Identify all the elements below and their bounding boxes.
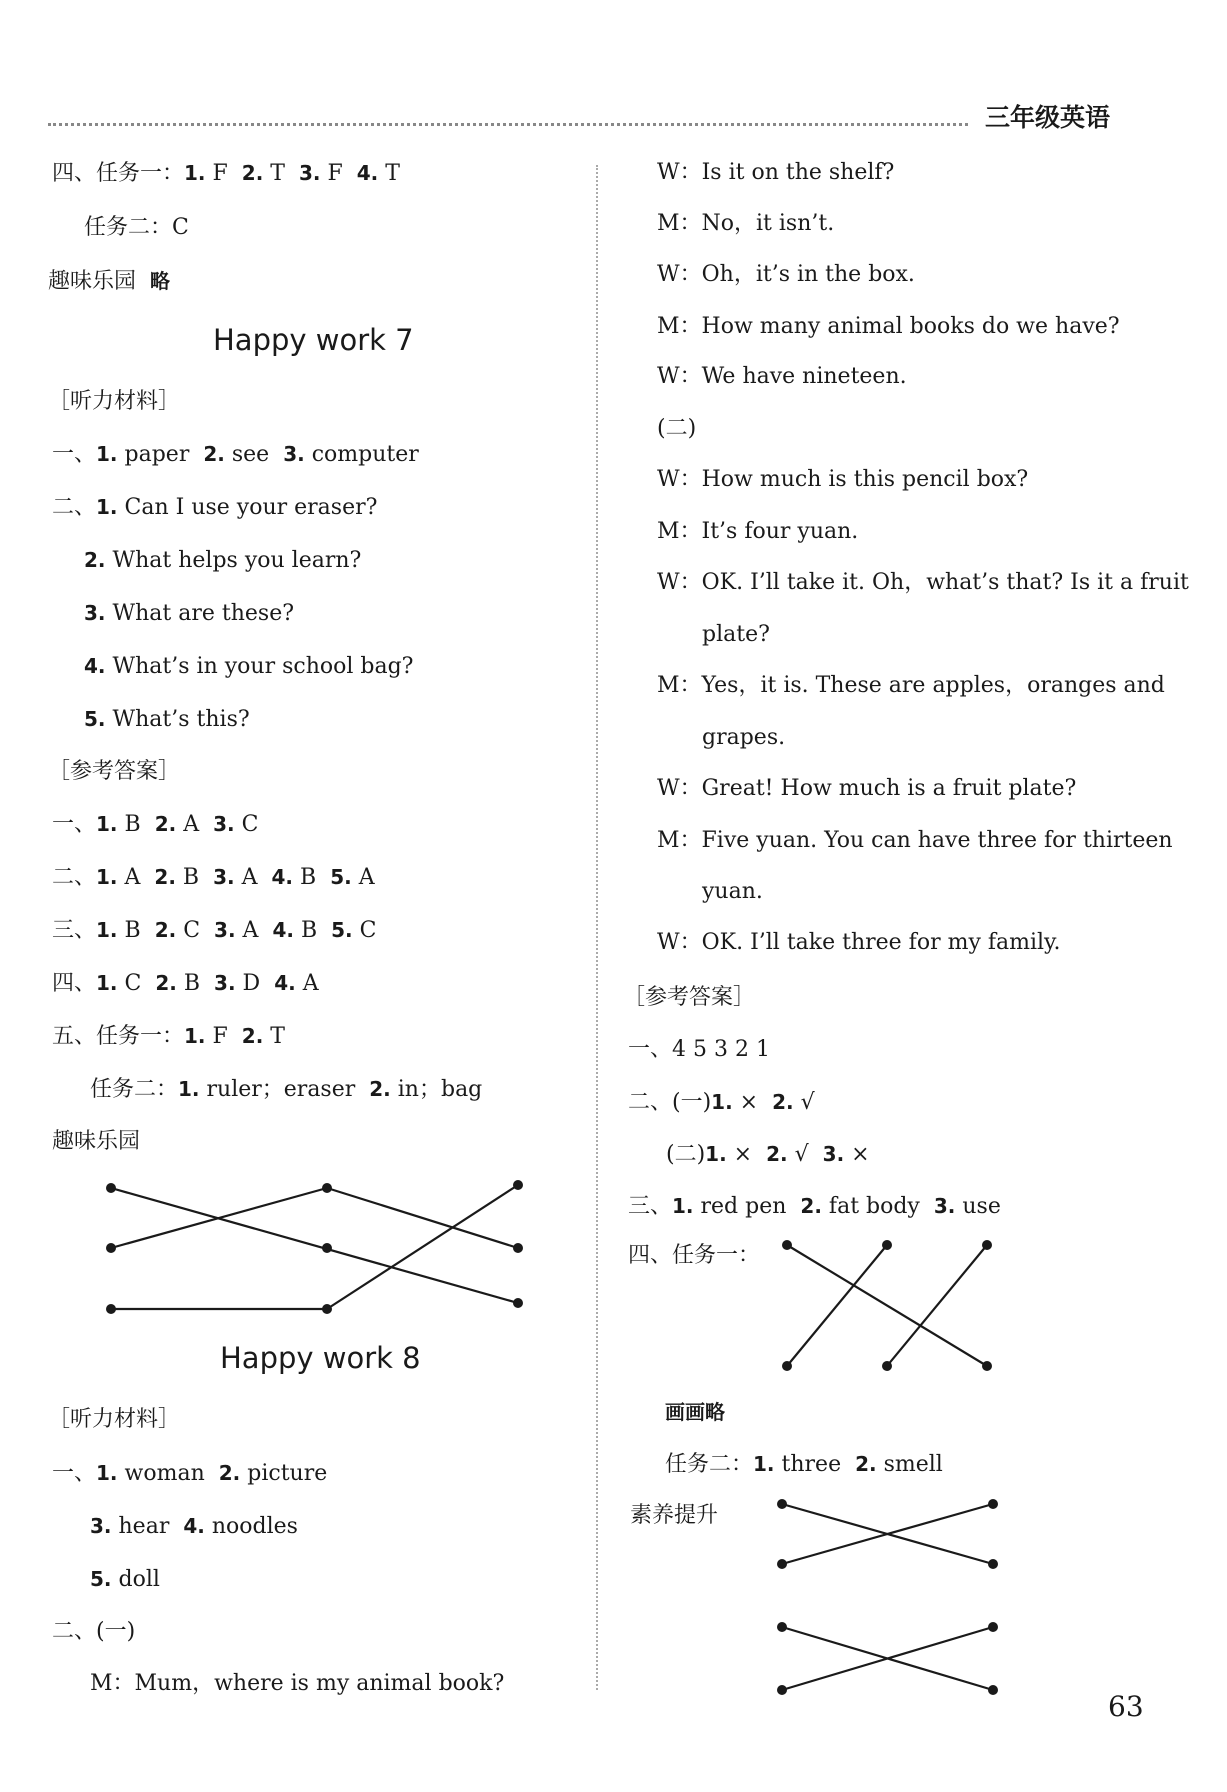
item-value: B bbox=[293, 865, 317, 890]
item-number: 3. bbox=[213, 812, 235, 836]
quality-label: 素养提升 bbox=[630, 1503, 719, 1528]
item-value: hear bbox=[111, 1514, 170, 1539]
item-value: C bbox=[117, 971, 142, 996]
dialog2-line: plate? bbox=[702, 622, 770, 647]
item-number: 1. bbox=[96, 971, 118, 995]
item-value: B bbox=[117, 812, 141, 837]
dialog2-line: W：Great! How much is a fruit plate? bbox=[657, 776, 1077, 801]
item-number: 4. bbox=[272, 918, 294, 942]
answers-label-right: ［参考答案］ bbox=[623, 985, 756, 1010]
dialog1-line: W：Oh，it’s in the box. bbox=[657, 262, 915, 287]
dialog2-line: W：OK. I’ll take it. Oh，what’s that? Is it a fruit bbox=[657, 570, 1189, 595]
item-value: noodles bbox=[204, 1514, 298, 1539]
item-number: 3. bbox=[283, 442, 305, 466]
item-value: A bbox=[117, 865, 141, 890]
part2-label: (二) bbox=[657, 416, 697, 441]
item-value: red pen bbox=[693, 1194, 787, 1219]
item-number: 3. bbox=[298, 161, 321, 185]
item-number: 2. bbox=[369, 1077, 391, 1101]
match-dot bbox=[777, 1499, 787, 1509]
left-fun2-label: 趣味乐园 bbox=[52, 1129, 141, 1154]
item-value: T bbox=[263, 161, 285, 186]
item-number: 3. bbox=[214, 918, 236, 942]
match-dot bbox=[988, 1622, 998, 1632]
section-title-hw7: Happy work 7 bbox=[213, 323, 414, 357]
match-dot bbox=[988, 1685, 998, 1695]
match-dot bbox=[777, 1622, 787, 1632]
item-value: F bbox=[205, 161, 228, 186]
dialog2-line: grapes. bbox=[702, 725, 786, 750]
page-number: 63 bbox=[1108, 1690, 1144, 1723]
item-number: 2. bbox=[155, 971, 177, 995]
dialog2-line: M：It’s four yuan. bbox=[657, 519, 859, 544]
item-value: √ bbox=[787, 1142, 809, 1167]
item-number: 2. bbox=[800, 1194, 822, 1218]
item-value: paper bbox=[117, 442, 190, 467]
left-fun-line: 趣味乐园 略 bbox=[48, 269, 171, 294]
item-value: smell bbox=[876, 1452, 943, 1477]
item-value: B bbox=[117, 918, 141, 943]
left-task4-line: 四、任务一：1. F 2. T 3. F 4. T bbox=[52, 161, 400, 186]
item-number: 1. bbox=[705, 1142, 727, 1166]
item-value: A bbox=[234, 865, 258, 890]
item-number: 2. bbox=[766, 1142, 788, 1166]
dialog1-line: W：Is it on the shelf? bbox=[657, 160, 895, 185]
item-number: 5. bbox=[331, 918, 353, 942]
dialog1-line: W：We have nineteen. bbox=[657, 364, 907, 389]
item-number: 1. bbox=[711, 1090, 733, 1114]
item-value: B bbox=[175, 865, 200, 890]
item-number: 4. bbox=[274, 971, 296, 995]
match-dot bbox=[988, 1499, 998, 1509]
right-r4-label: 四、任务一： bbox=[628, 1243, 761, 1268]
item-number: 2. bbox=[241, 161, 264, 185]
listen-label: ［听力材料］ bbox=[48, 389, 181, 414]
item-value: D bbox=[235, 971, 261, 996]
left-a4-line: 四、1. C 2. B 3. D 4. A bbox=[52, 971, 319, 996]
match-dot bbox=[988, 1559, 998, 1569]
item-number: 1. bbox=[178, 1077, 200, 1101]
item-value: doll bbox=[111, 1567, 160, 1592]
item-number: 1. bbox=[96, 865, 118, 889]
right-r2-line: 二、(一)1. × 2. √ bbox=[628, 1090, 815, 1115]
dialog2-line: W：OK. I’ll take three for my family. bbox=[657, 930, 1061, 955]
right-r1-line: 一、4 5 3 2 1 bbox=[628, 1037, 770, 1062]
item-number: 1. bbox=[184, 161, 206, 185]
item-number: 3. bbox=[933, 1194, 956, 1218]
item-number: 4. bbox=[356, 161, 379, 185]
item-number: 2. bbox=[154, 918, 177, 942]
item-value: ruler；eraser bbox=[199, 1077, 356, 1102]
match-dot bbox=[777, 1559, 787, 1569]
item-number: 1. bbox=[96, 918, 118, 942]
item-value: × bbox=[726, 1142, 753, 1167]
answers-label: ［参考答案］ bbox=[48, 759, 181, 784]
item-value: B bbox=[293, 918, 318, 943]
match-dot bbox=[777, 1685, 787, 1695]
draw-label: 画画略 bbox=[665, 1400, 725, 1424]
left-task4b-line: 任务二：C bbox=[84, 215, 189, 240]
item-value: T bbox=[378, 161, 400, 186]
left-a5b-line: 任务二：1. ruler；eraser 2. in；bag bbox=[90, 1077, 483, 1102]
item-value: × bbox=[732, 1090, 759, 1115]
item-number: 3. bbox=[213, 865, 235, 889]
left-b2-line: M：Mum，where is my animal book? bbox=[90, 1671, 505, 1696]
left-a3-line: 三、1. B 2. C 3. A 4. B 5. C bbox=[52, 918, 377, 943]
left-a1-line: 一、1. B 2. A 3. C bbox=[52, 812, 259, 837]
item-value: see bbox=[224, 442, 270, 467]
item-value: A bbox=[295, 971, 319, 996]
item-value: fat body bbox=[821, 1194, 920, 1219]
item-value: use bbox=[955, 1194, 1001, 1219]
item-number: 4. bbox=[271, 865, 294, 889]
item-number: 3. bbox=[90, 1514, 112, 1538]
item-number: 2. bbox=[241, 1024, 264, 1048]
item-value: A bbox=[351, 865, 375, 890]
header-title: 三年级英语 bbox=[985, 103, 1111, 132]
section-title-hw8: Happy work 8 bbox=[220, 1341, 421, 1375]
right-r3-line: 三、1. red pen 2. fat body 3. use bbox=[628, 1194, 1001, 1219]
item-value: F bbox=[320, 161, 343, 186]
item-value: A bbox=[235, 918, 259, 943]
left-s2-line-1: 二、1. Can I use your eraser? bbox=[52, 495, 378, 520]
item-value: woman bbox=[117, 1461, 205, 1486]
item-value: three bbox=[774, 1452, 842, 1477]
item-value: C bbox=[234, 812, 259, 837]
item-number: 3. bbox=[822, 1142, 845, 1166]
item-value: computer bbox=[304, 442, 419, 467]
item-number: 1. bbox=[96, 442, 118, 466]
item-number: 1. bbox=[753, 1452, 775, 1476]
left-s2-line-4: 4. What’s in your school bag? bbox=[84, 654, 414, 679]
listen2-label: ［听力材料］ bbox=[48, 1407, 181, 1432]
item-number: 2. bbox=[855, 1452, 877, 1476]
item-number: 2. bbox=[154, 865, 176, 889]
item-number: 2. bbox=[772, 1090, 794, 1114]
left-b2-label: 二、(一) bbox=[52, 1619, 136, 1644]
item-number: 1. bbox=[96, 812, 118, 836]
right-r5-line: 任务二：1. three 2. smell bbox=[665, 1452, 943, 1477]
item-number: 1. bbox=[96, 1461, 118, 1485]
item-value: B bbox=[176, 971, 201, 996]
item-number: 5. bbox=[90, 1567, 112, 1591]
dialog2-line: W：How much is this pencil box? bbox=[657, 467, 1029, 492]
item-number: 5. bbox=[330, 865, 352, 889]
left-s2-line-3: 3. What are these? bbox=[84, 601, 295, 626]
left-s2-line-2: 2. What helps you learn? bbox=[84, 548, 362, 573]
item-value: √ bbox=[793, 1090, 815, 1115]
item-number: 3. bbox=[214, 971, 236, 995]
left-a2-line: 二、1. A 2. B 3. A 4. B 5. A bbox=[52, 865, 375, 890]
item-value: in；bag bbox=[390, 1077, 483, 1102]
dialog1-line: M：No，it isn’t. bbox=[657, 211, 835, 236]
item-value: C bbox=[176, 918, 201, 943]
left-b1-line-1: 一、1. woman 2. picture bbox=[52, 1461, 328, 1486]
item-number: 2. bbox=[203, 442, 225, 466]
dialog1-line: M：How many animal books do we have? bbox=[657, 314, 1120, 339]
item-value: T bbox=[263, 1024, 285, 1049]
item-number: 1. bbox=[184, 1024, 206, 1048]
item-value: F bbox=[205, 1024, 228, 1049]
item-value: picture bbox=[240, 1461, 328, 1486]
dialog2-line: M：Five yuan. You can have three for thirteen bbox=[657, 828, 1173, 853]
left-s1-line: 一、1. paper 2. see 3. computer bbox=[52, 442, 419, 467]
dialog2-line: M：Yes，it is. These are apples，oranges and bbox=[657, 673, 1165, 698]
left-s2-line-5: 5. What’s this? bbox=[84, 707, 250, 732]
item-number: 2. bbox=[218, 1461, 241, 1485]
dialog2-line: yuan. bbox=[702, 879, 763, 904]
item-value: × bbox=[844, 1142, 870, 1167]
item-number: 2. bbox=[154, 812, 177, 836]
item-number: 1. bbox=[672, 1194, 694, 1218]
item-value: C bbox=[352, 918, 377, 943]
item-value: A bbox=[176, 812, 200, 837]
right-r2b-line: (二)1. × 2. √ 3. × bbox=[666, 1142, 870, 1167]
item-number: 4. bbox=[183, 1514, 205, 1538]
left-a5-line: 五、任务一：1. F 2. T bbox=[52, 1024, 285, 1049]
